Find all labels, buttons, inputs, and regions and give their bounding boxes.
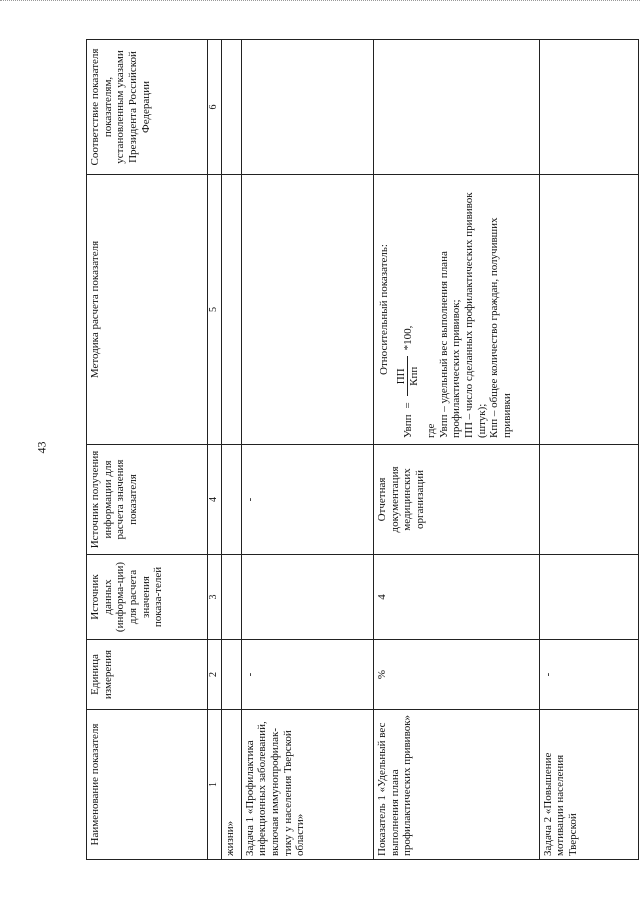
row3-compliance [539, 40, 638, 175]
indicators-table [86, 39, 639, 860]
header-compliance: Соответствие показателя показателям, установленным указами Президента Российской Федерации [87, 40, 208, 175]
col-num-5: 5 [208, 175, 222, 445]
col-num-4: 4 [208, 445, 222, 555]
formula-numerator: ПП [395, 356, 409, 396]
top-dotted-line [0, 0, 640, 3]
header-row [87, 40, 208, 860]
formula-eq: = [401, 402, 414, 409]
method-line1: Увпп – удельный вес выполнения плана профилактических прививок; [437, 251, 463, 438]
header-unit: Единица измерения [87, 640, 208, 710]
row2-method [374, 175, 540, 445]
table-row [374, 40, 540, 860]
row2-compliance [374, 40, 540, 175]
row2-name: Показатель 1 «Удельный вес выполнения плана профилактических прививок» [374, 710, 540, 860]
row1-info: - [241, 445, 373, 555]
row1-compliance [241, 40, 373, 175]
row1-unit: - [241, 640, 373, 710]
header-method: Методика расчета показателя [87, 175, 208, 445]
row0-unit [222, 640, 241, 710]
row2-info: Отчетная документация медицинских организаций [374, 445, 540, 555]
method-formula [395, 181, 421, 438]
row0-method [222, 175, 241, 445]
row2-unit: % [374, 640, 540, 710]
formula-fraction [395, 356, 421, 396]
row3-info [539, 445, 638, 555]
table-row [222, 40, 241, 860]
row3-src [539, 555, 638, 640]
col-num-2: 2 [208, 640, 222, 710]
formula-lhs: Увпп [401, 414, 414, 438]
row0-src [222, 555, 241, 640]
method-title: Относительный показатель: [378, 244, 391, 375]
method-where: где [425, 423, 437, 438]
formula-denominator: Кпп [408, 366, 421, 386]
row0-name: жизни» [222, 710, 241, 860]
table-row [241, 40, 373, 860]
col-num-3: 3 [208, 555, 222, 640]
method-line3: Кпп – общее количество граждан, получивших прививки [488, 217, 513, 438]
method-line2: ПП – число сделанных профилактических прививок (штук); [462, 192, 488, 438]
header-source-info: Источник получения информации для расчета значения показателя [87, 445, 208, 555]
row0-info [222, 445, 241, 555]
row3-unit: - [539, 640, 638, 710]
row1-name: Задача 1 «Профилактика инфекционных заболеваний, включая иммунопрофилак-тику у населения Тверской области» [241, 710, 373, 860]
row1-src [241, 555, 373, 640]
column-number-row [208, 40, 222, 860]
header-name: Наименование показателя [87, 710, 208, 860]
rotated-table-container [86, 40, 639, 860]
formula-mult: *100, [401, 325, 414, 351]
table-row [539, 40, 638, 860]
row1-method [241, 175, 373, 445]
row3-method [539, 175, 638, 445]
row3-name: Задача 2 «Повышение мотивации населения Тверской [539, 710, 638, 860]
col-num-1: 1 [208, 710, 222, 860]
col-num-6: 6 [208, 40, 222, 175]
row2-src: 4 [374, 555, 540, 640]
page-number: 43 [34, 441, 49, 454]
header-source-data: Источник данных (информа-ции) для расчета значения показа-телей [87, 555, 208, 640]
row0-compliance [222, 40, 241, 175]
